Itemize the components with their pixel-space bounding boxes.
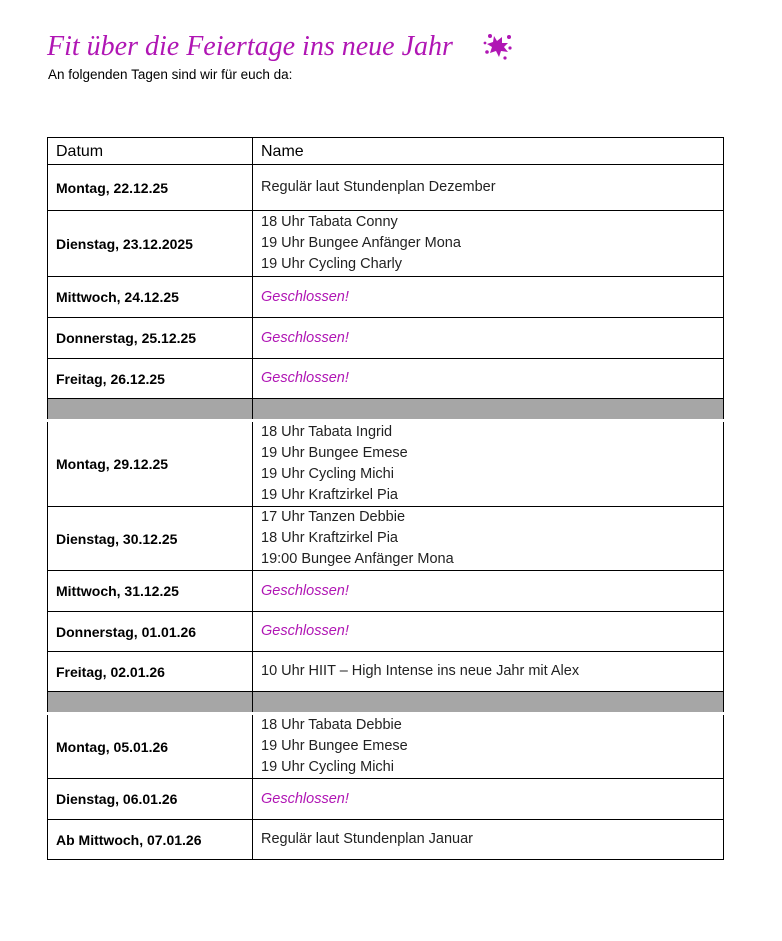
separator-row (48, 399, 724, 421)
column-header-name: Name (253, 138, 724, 165)
schedule-line: Regulär laut Stundenplan Dezember (261, 179, 496, 195)
closed-label: Geschlossen! (261, 329, 349, 346)
schedule-cell (253, 507, 724, 571)
date-cell: Montag, 22.12.25 (48, 165, 253, 211)
table-row (48, 714, 724, 779)
separator-cell (48, 692, 253, 714)
date-cell: Freitag, 26.12.25 (48, 359, 253, 399)
date-cell: Montag, 29.12.25 (48, 421, 253, 507)
schedule-line: 18 Uhr Tabata Conny (261, 214, 398, 230)
table-row (48, 421, 724, 507)
closed-label: Geschlossen! (261, 370, 349, 386)
schedule-line: 18 Uhr Tabata Debbie (261, 717, 402, 733)
date-cell: Dienstag, 23.12.2025 (48, 211, 253, 277)
schedule-cell (253, 211, 724, 277)
schedule-line: Regulär laut Stundenplan Januar (261, 831, 474, 847)
closed-status-cell (253, 571, 724, 612)
column-header-datum: Datum (48, 138, 253, 165)
schedule-line: 19 Uhr Bungee Emese (261, 445, 408, 461)
table-row (48, 277, 724, 318)
paint-splat-icon (481, 30, 515, 60)
table-row (48, 820, 724, 860)
schedule-cell (253, 652, 724, 692)
closed-label: Geschlossen! (261, 582, 349, 599)
date-cell: Donnerstag, 25.12.25 (48, 318, 253, 359)
table-row (48, 612, 724, 652)
page-title: Fit über die Feiertage ins neue Jahr (47, 31, 453, 62)
date-cell: Donnerstag, 01.01.26 (48, 612, 253, 652)
date-cell: Freitag, 02.01.26 (48, 652, 253, 692)
closed-status-cell (253, 612, 724, 652)
table-row (48, 652, 724, 692)
date-cell: Ab Mittwoch, 07.01.26 (48, 820, 253, 860)
schedule-cell (253, 820, 724, 860)
table-row (48, 571, 724, 612)
schedule-line: 19 Uhr Cycling Charly (261, 256, 403, 272)
schedule-cell (253, 165, 724, 211)
closed-label: Geschlossen! (261, 623, 349, 639)
schedule-line: 19:00 Bungee Anfänger Mona (261, 551, 454, 567)
table-row (48, 359, 724, 399)
date-cell: Mittwoch, 24.12.25 (48, 277, 253, 318)
separator-cell (253, 692, 724, 714)
schedule-line: 19 Uhr Bungee Emese (261, 738, 408, 754)
date-cell: Montag, 05.01.26 (48, 714, 253, 779)
schedule-line: 19 Uhr Bungee Anfänger Mona (261, 235, 461, 251)
separator-cell (253, 399, 724, 421)
table-row (48, 211, 724, 277)
schedule-line: 18 Uhr Kraftzirkel Pia (261, 530, 398, 546)
schedule-line: 17 Uhr Tanzen Debbie (261, 509, 406, 525)
closed-status-cell (253, 779, 724, 820)
table-row (48, 507, 724, 571)
table-body (48, 165, 724, 860)
schedule-line: 19 Uhr Kraftzirkel Pia (261, 487, 398, 503)
schedule-line: 18 Uhr Tabata Ingrid (261, 424, 393, 440)
separator-cell (48, 399, 253, 421)
schedule-cell (253, 421, 724, 507)
date-cell: Dienstag, 30.12.25 (48, 507, 253, 571)
closed-status-cell (253, 318, 724, 359)
schedule-line: 19 Uhr Cycling Michi (261, 759, 394, 775)
page-subtitle: An folgenden Tagen sind wir für euch da: (48, 67, 293, 82)
table-row (48, 165, 724, 211)
schedule-cell (253, 714, 724, 779)
table-row (48, 318, 724, 359)
schedule-line: 10 Uhr HIIT – High Intense ins neue Jahr mit Alex (261, 663, 580, 679)
date-cell: Dienstag, 06.01.26 (48, 779, 253, 820)
closed-status-cell (253, 359, 724, 399)
table-header-row (48, 138, 724, 165)
date-cell: Mittwoch, 31.12.25 (48, 571, 253, 612)
separator-row (48, 692, 724, 714)
schedule-table (47, 137, 724, 860)
closed-label: Geschlossen! (261, 288, 349, 305)
closed-status-cell (253, 277, 724, 318)
closed-label: Geschlossen! (261, 790, 349, 807)
table-row (48, 779, 724, 820)
schedule-line: 19 Uhr Cycling Michi (261, 466, 394, 482)
